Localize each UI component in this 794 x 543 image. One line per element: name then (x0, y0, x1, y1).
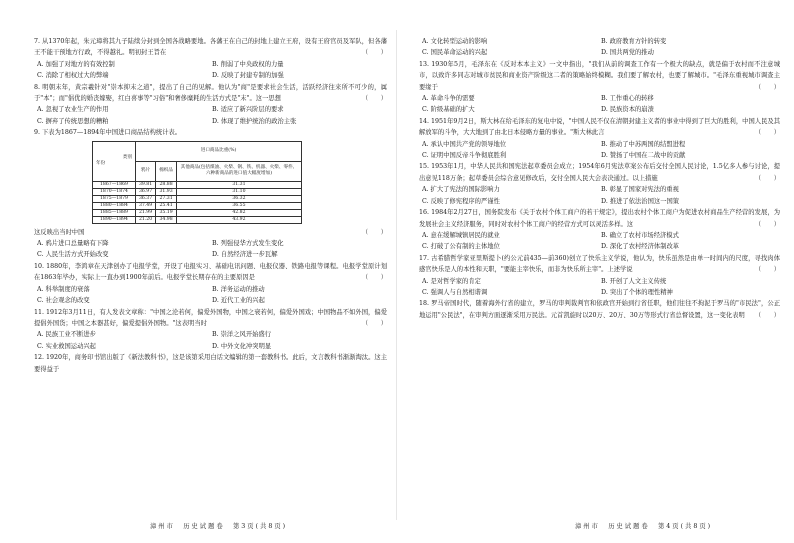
answer-paren: （ ） (361, 95, 387, 103)
question-18 (419, 298, 780, 321)
table-cell: 36.97 (136, 188, 156, 195)
question-11 (34, 307, 387, 330)
option-b[interactable]: B. 工作重心的转移 (601, 95, 654, 103)
table-cell: 43.92 (176, 216, 301, 223)
question-16 (419, 207, 780, 230)
question-17 (419, 253, 780, 276)
table-cell: 1885—1889 (93, 209, 136, 216)
question-14-stem: 14. 1951年9月2日，斯大林在给毛泽东的复电中说，"中国人民不仅在清朝封建主义者的事业中得到了巨大的胜利，中国人民及其解放军的斗争，大大地到了由北日本侵略方量的事业。"斯大林此言 (419, 117, 780, 137)
option-d[interactable]: D. 体现了维护统治的政治主张 (212, 117, 297, 125)
option-b[interactable]: B. 确立了农村市场经济模式 (601, 231, 679, 239)
question-8-options (34, 104, 387, 127)
question-11-stem: 11. 1912年3月11日，有人发表文章称："中国之沦若何，偏爱外国物，中国之衰若何，偏爱外国戏；中国物品不如外国，偏爱提倡外国货；中国之本器甚好，偏爱提倡外国物。"这表明当时 (34, 308, 387, 327)
option-b[interactable]: B. 开创了人文主义传统 (601, 277, 667, 285)
option-c[interactable]: C. 证明中国反帝斗争彻底胜利 (422, 152, 507, 160)
table-row (93, 195, 302, 202)
answer-paren: （ ） (754, 129, 780, 137)
question-16-stem: 16. 1984年2月27日，国务院发布《关于农村个体工商户的若干规定》，提出农村个体工商户为促进农村商品生产经营的发展，为发展社会主义经济服务，同时对农村个体工商户的经营方式可以灵活多样。这 (419, 209, 780, 228)
table-group-header: 进口商品比重(%) (136, 141, 302, 161)
option-b[interactable]: B. 洋务运动的推动 (212, 285, 265, 293)
table-cell: 31.10 (176, 188, 301, 195)
option-c[interactable]: C. 实业救国运动兴起 (37, 342, 96, 350)
table-cell: 21.99 (136, 209, 156, 216)
option-d[interactable]: D. 中外文化冲突明显 (212, 342, 272, 350)
option-b[interactable]: B. 政府教育方针的转变 (601, 38, 667, 45)
option-c[interactable]: C. 社会观念的改变 (37, 297, 90, 305)
option-d[interactable]: D. 推进了依法治国这一国策 (601, 197, 680, 205)
option-c[interactable]: C. 反映了修宪程序的严谨性 (422, 197, 500, 205)
table-cell: 1870—1874 (93, 188, 136, 195)
answer-paren: （ ） (361, 228, 387, 236)
answer-paren: （ ） (754, 83, 780, 91)
option-c[interactable]: C. 强调人与自然相谐调 (422, 288, 488, 296)
question-14-options (419, 139, 780, 162)
question-8 (34, 82, 387, 105)
table-col-header: 棉织品 (156, 161, 177, 181)
option-c[interactable]: C. 摒弃了传统思想的糟粕 (37, 117, 109, 125)
question-17-options (419, 276, 780, 299)
answer-paren: （ ） (754, 174, 780, 182)
option-c[interactable]: C. 国民革命运动的兴起 (422, 49, 488, 57)
table-cell: 36.32 (176, 195, 301, 202)
table-col-header: 鸦片 (136, 161, 156, 181)
option-a[interactable]: A. 民族工业不断进步 (37, 331, 96, 339)
question-18-stem: 18. 罗马帝国时代，随着海外行省的建立，罗马的审判裁判官和依政官开始到行省任职，他们往往不拘泥于罗马的"市民法"，公正地运用"公民法"，在审判方面逐渐采用万民法。元首凯旋时以20万、20万、30万等形式行省总督设置，这一变化表明 (419, 300, 780, 319)
option-d[interactable]: D. 自然经济进一步瓦解 (212, 251, 278, 259)
option-a[interactable]: A. 承认中国共产党的领导地位 (422, 140, 507, 148)
answer-paren: （ ） (754, 311, 780, 319)
answer-paren: （ ） (754, 220, 780, 228)
option-d[interactable]: D. 突出了个体的理性精神 (601, 288, 673, 296)
option-a[interactable]: A. 鸦片进口总量略有下降 (37, 240, 109, 248)
right-page (397, 0, 794, 543)
table-col-header: 其他商品(包括煤油、火柴、钢、铁、机器、火柴、零件、六种新商品的进口值大幅度增加) (176, 161, 301, 181)
table-cell: 39.81 (136, 181, 156, 188)
table-row (93, 202, 302, 209)
corner-label-category: 类别 (122, 155, 132, 161)
option-b[interactable]: B. 推动了中苏两国的结盟进程 (601, 140, 686, 148)
question-7-stem: 7. 从1370年起，朱元璋将其九子陆续分封到全国各战略要地。各藩王在自己的封地上建立王府，设有王府官员及军队，但各藩王不能干预地方行政，不得越礼。明初封王旨在 (34, 38, 387, 57)
table-cell: 36.37 (136, 195, 156, 202)
question-11-options (34, 329, 387, 352)
question-12: 12. 1920年，商务印书馆出版了《新法教科书》，这是该第采用白话文编辑的第一套教科书。此后，文言教科书渐渐淘汰。这主要得益于 (34, 354, 387, 373)
option-a[interactable]: A. 加强了对地方的有效控制 (37, 60, 115, 68)
option-b[interactable]: B. 列强侵华方式发生变化 (212, 240, 284, 248)
question-10-stem: 10. 1880年，李鸿章在天津创办了电报学堂，开设了电报实习、基础电讯问题、电报仪器、铁路电报等课程。电报学堂原计划在1863年毕办，实际上一直办到1900年前后。电报学堂长期存在的主要原因是 (34, 262, 387, 282)
question-10-options (34, 284, 387, 307)
option-d[interactable]: D. 民族资本的崩溃 (601, 106, 654, 114)
question-9-lead-text: 这反映出当时中国 (34, 228, 85, 236)
option-b[interactable]: B. 削弱了中央政权的力量 (212, 60, 284, 68)
question-13 (419, 59, 780, 93)
option-c[interactable]: C. 打破了公有制的主体地位 (422, 243, 500, 251)
question-17-stem: 17. 古希腊哲学家亚里斯提卜(约公元前435—前360)创立了快乐主义学说，他认为，快乐虽然是由单一时间内的尺度，寻找肉体感官快乐是人的本性和天职，"要能主宰快乐，而非为快乐所主宰"。上述学说 (419, 254, 780, 274)
import-structure-table (92, 141, 302, 224)
option-b[interactable]: B. 适应了新兴阶层的要求 (212, 106, 284, 114)
table-cell: 27.31 (156, 195, 177, 202)
option-d[interactable]: D. 反映了封建专制的加强 (212, 72, 284, 80)
page-footer-right: 漳州市 历史试题卷 第4页(共8页) (575, 523, 713, 530)
question-9-lead (34, 227, 387, 238)
table-corner-cell (93, 141, 136, 181)
table-row (93, 209, 302, 216)
corner-label-year: 年份 (96, 161, 106, 167)
question-13-options (419, 93, 780, 116)
table-cell: 35.19 (156, 209, 177, 216)
question-7 (34, 36, 387, 59)
table-cell: 1875—1879 (93, 195, 136, 202)
option-d[interactable]: D. 国共两党的推动 (601, 49, 654, 57)
option-b[interactable]: B. 崇洋之风开始盛行 (212, 331, 272, 339)
table-cell: 42.82 (176, 209, 301, 216)
question-12-options (419, 36, 780, 59)
question-16-options (419, 230, 780, 253)
table-cell: 31.93 (156, 188, 177, 195)
answer-paren: （ ） (754, 266, 780, 274)
table-row (93, 181, 302, 188)
option-a[interactable]: A. 科举制度的衰落 (37, 285, 90, 293)
question-8-stem: 8. 明朝末年，黄宗羲针对"崇本抑末之道"，提出了自己的见解。他认为"商"是要求社会生活，活跃经济往来所不可少的，属于"本"；而"倡优的婚丧嫁娶，红白喜事等"习俗"和奢侈糜耗的生活方式是"末"。这一思想 (34, 83, 387, 103)
table-cell: 25.41 (156, 202, 177, 209)
table-cell: 1880—1884 (93, 202, 136, 209)
question-7-options (34, 59, 387, 82)
option-c[interactable]: C. 人民生活方式开始改变 (37, 251, 109, 259)
answer-paren: （ ） (361, 274, 387, 282)
answer-paren: （ ） (361, 49, 387, 57)
question-10 (34, 261, 387, 284)
option-c[interactable]: C. 消除了相权过大的弊端 (37, 72, 109, 80)
question-15-stem: 15. 1953年1月，中华人民共和国宪法起草委员会成立；1954年6月宪法草案公布后交付全国人民讨论，1.5亿多人参与讨论，提出意见118万条；起草委员会综合意见修改后，交付全国人民大会表决通过。以上措施 (419, 163, 780, 182)
question-9-options (34, 238, 387, 261)
table-cell: 37.49 (136, 202, 156, 209)
table-cell: 21.20 (136, 216, 156, 223)
option-a[interactable]: A. 是对哲学家的肯定 (422, 277, 481, 285)
table-cell: 1867—1869 (93, 181, 136, 188)
answer-paren: （ ） (361, 319, 387, 327)
question-9: 9. 下表为1867—1894年中国进口商品结构统计表。 (34, 129, 182, 137)
option-d[interactable]: D. 近代工业的兴起 (212, 297, 265, 305)
question-13-stem: 13. 1930年5月，毛泽东在《反对本本主义》一文中指出，"我们从前的调查工作有一个极大的缺点，就是偏于农村而不注意城市，以致许多同志对城市贫民和商业资产阶级这二者的策略始终模糊。我们要了解农村，也要了解城市。"毛泽东重视城市调查主要缘于 (419, 60, 780, 91)
table-cell: 1890—1894 (93, 216, 136, 223)
option-b[interactable]: B. 彰显了国家对宪法的重视 (601, 186, 679, 194)
option-a[interactable]: A. 意在缓解城镇居民的就业 (422, 231, 500, 239)
option-a[interactable]: A. 扩大了宪法的国际影响力 (422, 186, 500, 194)
table-cell: 31.31 (176, 181, 301, 188)
table-cell: 28.88 (156, 181, 177, 188)
question-15-options (419, 184, 780, 207)
table-cell: 36.55 (176, 202, 301, 209)
page-footer-left: 漳州市 历史试题卷 第3页(共8页) (150, 523, 288, 530)
table-row (93, 188, 302, 195)
table-cell: 34.98 (156, 216, 177, 223)
table-row (93, 216, 302, 223)
option-a[interactable]: A. 文化转型运动的影响 (422, 38, 488, 45)
option-a[interactable]: A. 革命斗争的需要 (422, 95, 475, 103)
option-d[interactable]: D. 赞扬了中国在二战中的贡献 (601, 152, 686, 160)
question-14 (419, 116, 780, 139)
option-a[interactable]: A. 忽视了农业生产的作用 (37, 106, 109, 114)
option-c[interactable]: C. 阶级基础的扩大 (422, 106, 475, 114)
question-15 (419, 161, 780, 184)
option-d[interactable]: D. 深化了农村经济体制改革 (601, 243, 680, 251)
